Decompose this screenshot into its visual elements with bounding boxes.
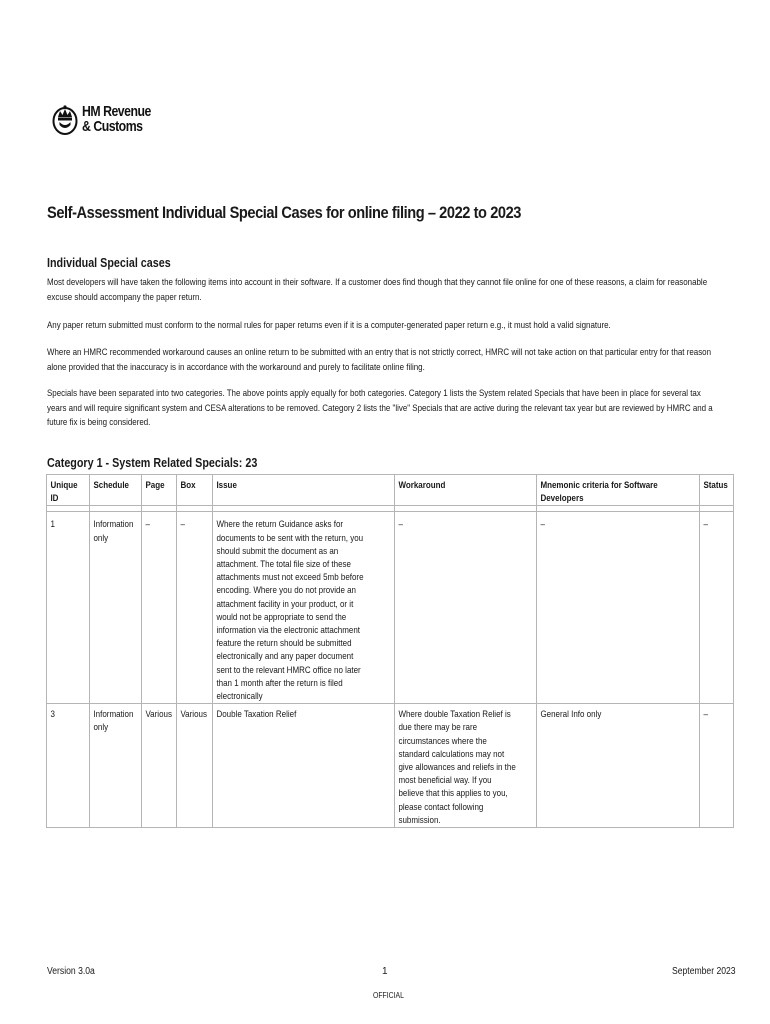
cell-issue: Double Taxation Relief bbox=[213, 704, 395, 828]
cell-status: – bbox=[700, 704, 733, 828]
header-schedule: Schedule bbox=[90, 475, 142, 506]
crown-crest-icon bbox=[52, 101, 78, 137]
cell-box: – bbox=[177, 512, 213, 704]
cell-issue: Where the return Guidance asks for documents to be sent with the return, you should submit the document as an attachment. The total file size of these attachments must not exceed 5mb before encoding. Where you do not provide an attachment facility in your product, or it would not be appropriate to send the information via the electronic attachment feature the return should be submitted electronically and any paper document sent to the relevant HMRC office no later than 1 month after the return is filed electronically bbox=[213, 512, 395, 704]
logo-line-2: & Customs bbox=[82, 118, 143, 135]
cell-workaround: Where double Taxation Relief is due there may be rare circumstances where the standard calculations may not give allowances and reliefs in the most beneficial way. If you believe that this applies to you, please contact following submission. bbox=[395, 704, 537, 828]
header-page: Page bbox=[141, 475, 177, 506]
intro-paragraph-1: Most developers will have taken the following items into account in their software. If a customer does find though that they cannot file online for one of these reasons, a claim for reasonable excuse should accompany the paper return. bbox=[47, 277, 708, 302]
logo-line-1: HM Revenue bbox=[82, 103, 151, 120]
hmrc-logo bbox=[52, 101, 166, 137]
header-issue: Issue bbox=[213, 475, 395, 506]
cell-schedule: Information only bbox=[90, 512, 142, 704]
header-workaround: Workaround bbox=[395, 475, 537, 506]
table-header-row bbox=[47, 475, 734, 506]
cell-mnemonic-criteria: General Info only bbox=[537, 704, 700, 828]
cell-page: Various bbox=[141, 704, 177, 828]
table-row bbox=[47, 704, 734, 828]
cell-unique-id: 3 bbox=[47, 704, 90, 828]
page-title: Self-Assessment Individual Special Cases for online filing – 2022 to 2023 bbox=[47, 203, 521, 222]
footer-page-number: 1 bbox=[382, 966, 388, 977]
logo-wordmark bbox=[82, 104, 151, 134]
intro-paragraph-2: Any paper return submitted must conform to the normal rules for paper returns even if it is a computer-generated paper return e.g., it must hold a valid signature. bbox=[47, 320, 611, 330]
cell-box: Various bbox=[177, 704, 213, 828]
cell-workaround: – bbox=[395, 512, 537, 704]
cell-status: – bbox=[700, 512, 733, 704]
cell-page: – bbox=[141, 512, 177, 704]
cell-mnemonic-criteria: – bbox=[537, 512, 700, 704]
category-heading: Category 1 - System Related Specials: 23 bbox=[47, 456, 258, 470]
section-heading: Individual Special cases bbox=[47, 256, 171, 270]
footer-classification: OFFICIAL bbox=[373, 991, 404, 1000]
header-unique-id: Unique ID bbox=[47, 475, 90, 506]
table-row bbox=[47, 512, 734, 704]
footer-version: Version 3.0a bbox=[47, 966, 95, 977]
header-mnemonic-criteria: Mnemonic criteria for Software Developers bbox=[537, 475, 700, 506]
specials-table bbox=[46, 474, 734, 828]
intro-paragraph-4: Specials have been separated into two categories. The above points apply equally for both categories. Category 1 lists the System related Specials that have been in place for several tax years and will require significant system and CESA alterations to be removed. Category 2 lists the "live" Specials that are active during the relevant tax year but are reviewed by HMRC and a future fix is being considered. bbox=[47, 388, 713, 427]
cell-schedule: Information only bbox=[90, 704, 142, 828]
cell-unique-id: 1 bbox=[47, 512, 90, 704]
header-box: Box bbox=[177, 475, 213, 506]
intro-paragraph-3: Where an HMRC recommended workaround causes an online return to be submitted with an entry that is not strictly correct, HMRC will not take action on that particular entry for that reason alone provided that the inaccuracy is in accordance with the workaround and purely to facilitate online filing. bbox=[47, 347, 712, 372]
header-status: Status bbox=[700, 475, 733, 506]
footer-date: September 2023 bbox=[672, 966, 736, 977]
